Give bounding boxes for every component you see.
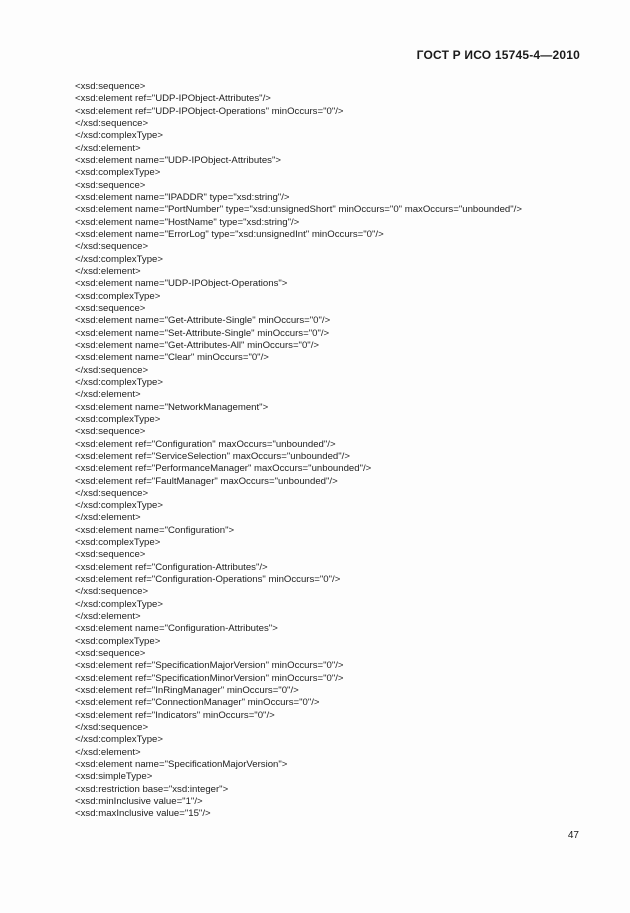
xml-schema-code-block	[75, 81, 595, 821]
code-line: <xsd:element name="IPADDR" type="xsd:string"/>	[75, 191, 290, 203]
code-line: <xsd:complexType>	[75, 167, 161, 179]
code-line: <xsd:element ref="Indicators" minOccurs="0"/>	[75, 709, 275, 721]
code-line: <xsd:element ref="Configuration-Operations" minOccurs="0"/>	[75, 574, 341, 586]
code-line: </xsd:complexType>	[75, 253, 163, 265]
code-line: <xsd:element name="PortNumber" type="xsd:unsignedShort" minOccurs="0" maxOccurs="unbounded"/>	[75, 204, 522, 216]
code-line: </xsd:sequence>	[75, 487, 149, 499]
code-line: </xsd:element>	[75, 746, 141, 758]
code-line: </xsd:element>	[75, 142, 141, 154]
code-line: <xsd:sequence>	[75, 648, 146, 660]
code-line: <xsd:element name="Get-Attributes-All" minOccurs="0"/>	[75, 339, 319, 351]
code-line: <xsd:sequence>	[75, 549, 146, 561]
code-line: <xsd:element ref="SpecificationMinorVersion" minOccurs="0"/>	[75, 672, 344, 684]
code-line: </xsd:element>	[75, 389, 141, 401]
code-line: <xsd:element name="HostName" type="xsd:string"/>	[75, 216, 300, 228]
standard-header: ГОСТ Р ИСО 15745-4—2010	[416, 48, 580, 62]
code-line: <xsd:element name="UDP-IPObject-Attributes">	[75, 154, 281, 166]
code-line: <xsd:complexType>	[75, 290, 161, 302]
code-line: <xsd:simpleType>	[75, 771, 153, 783]
code-line: <xsd:complexType>	[75, 537, 161, 549]
code-line: </xsd:complexType>	[75, 500, 163, 512]
code-line: <xsd:complexType>	[75, 413, 161, 425]
code-line: </xsd:element>	[75, 512, 141, 524]
code-line: <xsd:sequence>	[75, 426, 146, 438]
code-line: <xsd:maxInclusive value="15"/>	[75, 808, 211, 820]
code-line: </xsd:sequence>	[75, 586, 149, 598]
code-line: <xsd:element name="Clear" minOccurs="0"/>	[75, 352, 269, 364]
code-line: <xsd:element ref="InRingManager" minOccurs="0"/>	[75, 685, 299, 697]
code-line: <xsd:element name="Get-Attribute-Single" minOccurs="0"/>	[75, 315, 331, 327]
code-line: <xsd:restriction base="xsd:integer">	[75, 783, 229, 795]
code-line: <xsd:sequence>	[75, 81, 146, 92]
page-number: 47	[567, 830, 579, 841]
code-line: <xsd:element name="Configuration-Attributes">	[75, 623, 278, 635]
code-line: <xsd:element ref="ServiceSelection" maxOccurs="unbounded"/>	[75, 450, 350, 462]
code-line: <xsd:element ref="FaultManager" maxOccurs="unbounded"/>	[75, 475, 338, 487]
code-line: <xsd:element ref="Configuration-Attributes"/>	[75, 561, 268, 573]
code-line: <xsd:sequence>	[75, 179, 146, 191]
code-line: <xsd:minInclusive value="1"/>	[75, 796, 203, 808]
code-line: <xsd:element name="NetworkManagement">	[75, 401, 269, 413]
code-line: </xsd:sequence>	[75, 241, 149, 253]
code-line: <xsd:element name="SpecificationMajorVersion">	[75, 759, 288, 771]
code-line: <xsd:element ref="Configuration" maxOccurs="unbounded"/>	[75, 438, 336, 450]
code-line: <xsd:element name="Set-Attribute-Single" minOccurs="0"/>	[75, 327, 330, 339]
code-line: </xsd:complexType>	[75, 734, 163, 746]
code-line: <xsd:element name="UDP-IPObject-Operations">	[75, 278, 288, 290]
code-line: <xsd:element ref="PerformanceManager" maxOccurs="unbounded"/>	[75, 463, 372, 475]
code-line: <xsd:element ref="ConnectionManager" minOccurs="0"/>	[75, 697, 320, 709]
code-line: <xsd:element name="Configuration">	[75, 524, 235, 536]
code-line: </xsd:complexType>	[75, 598, 163, 610]
code-line: </xsd:complexType>	[75, 376, 163, 388]
code-line: <xsd:element ref="UDP-IPObject-Attributes"/>	[75, 93, 271, 105]
code-line: <xsd:sequence>	[75, 302, 146, 314]
code-line: <xsd:element name="ErrorLog" type="xsd:unsignedInt" minOccurs="0"/>	[75, 228, 384, 240]
code-line: </xsd:sequence>	[75, 364, 149, 376]
code-line: </xsd:element>	[75, 611, 141, 623]
code-line: </xsd:sequence>	[75, 117, 149, 129]
code-line: </xsd:element>	[75, 265, 141, 277]
code-line: </xsd:complexType>	[75, 130, 163, 142]
code-line: <xsd:element ref="SpecificationMajorVersion" minOccurs="0"/>	[75, 660, 344, 672]
code-line: <xsd:complexType>	[75, 635, 161, 647]
code-line: </xsd:sequence>	[75, 722, 149, 734]
code-line: <xsd:element ref="UDP-IPObject-Operations" minOccurs="0"/>	[75, 105, 344, 117]
